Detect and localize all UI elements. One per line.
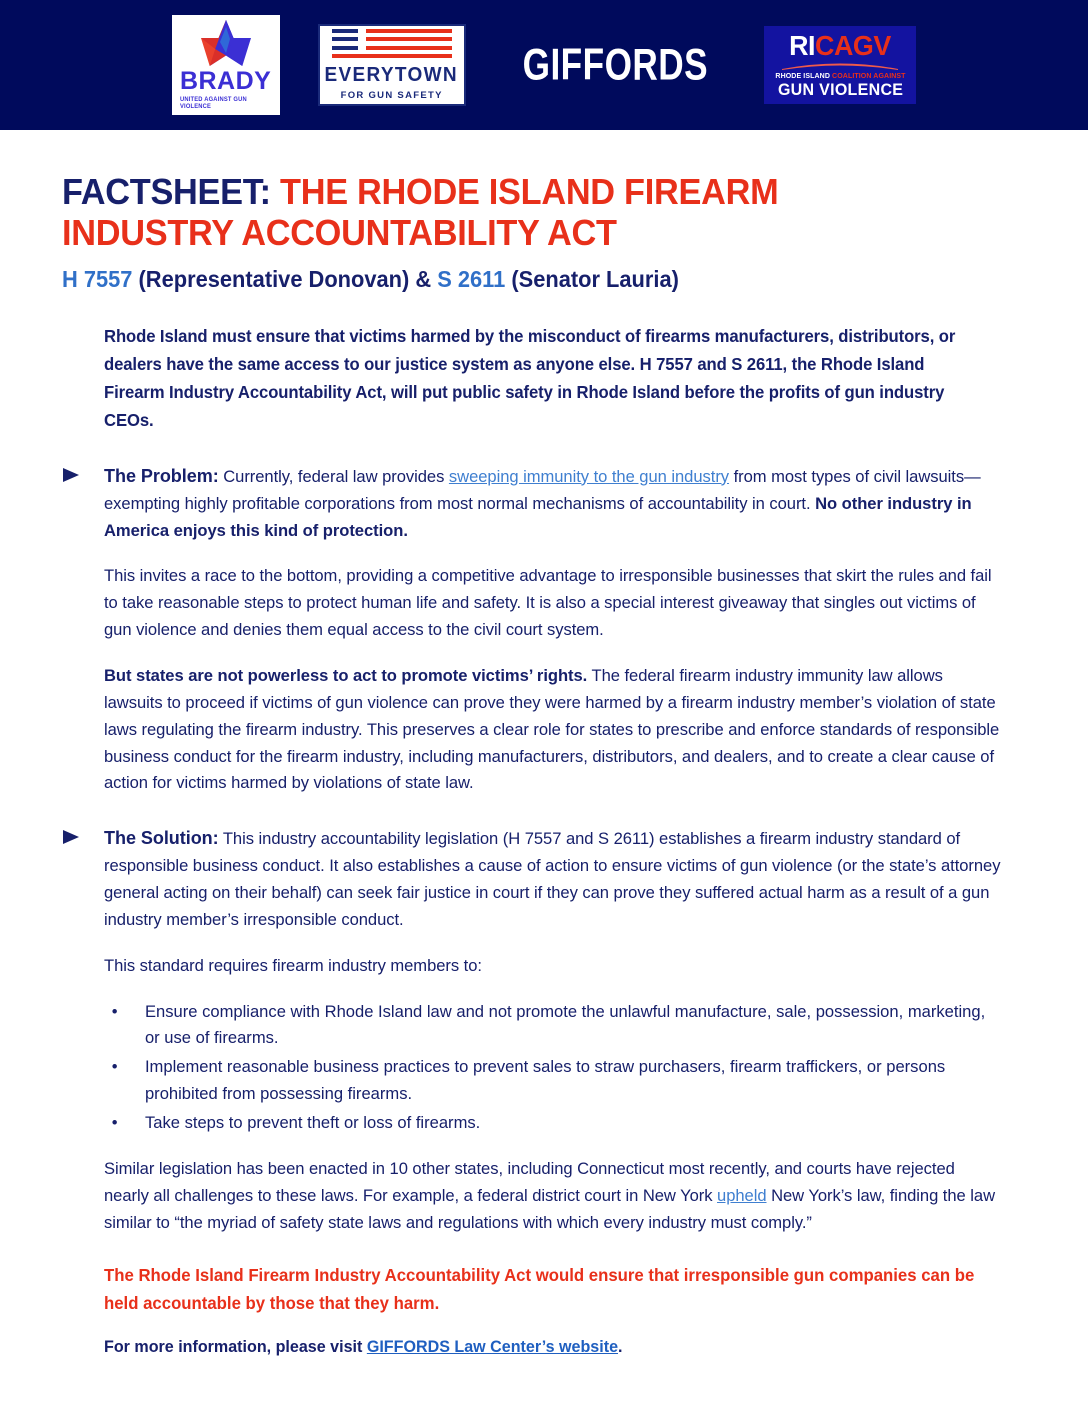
problem-paragraph-2: This invites a race to the bottom, providing a competitive advantage to irresponsible businesses that skirt the rules and fail to take reasonable steps to protect human life and safety. It is also a special interest giveaway that singles out victims of gun violence and denies them equal access to the civil court system. xyxy=(104,566,992,640)
problem-p1-b: from most types of civil lawsuits—exempting highly profitable corporations from most normal mechanisms of accountability in court. xyxy=(104,466,981,513)
logo-header-band xyxy=(0,0,1088,130)
giffords-law-center-link[interactable]: GIFFORDS Law Center’s website xyxy=(366,1338,619,1357)
bullet-icon: • xyxy=(111,1057,118,1077)
requirements-list xyxy=(104,999,1026,1137)
list-item-text: Implement reasonable business practices to prevent sales to straw purchasers, firearm traffickers, or persons prohibited from possessing firearms. xyxy=(144,1057,946,1104)
similar-legislation-paragraph xyxy=(104,1156,1003,1237)
triangle-right-icon xyxy=(62,461,104,797)
list-item xyxy=(104,999,1003,1053)
ricagv-arc-icon xyxy=(782,61,898,70)
everytown-logo xyxy=(318,24,466,106)
upheld-link[interactable]: upheld xyxy=(717,1185,767,1205)
bullet-icon: • xyxy=(111,1001,118,1021)
list-item-text: Ensure compliance with Rhode Island law and not promote the unlawful manufacture, sale, possession, marketing, or use of firearms. xyxy=(144,1001,986,1048)
giffords-logo: GIFFORDS xyxy=(522,40,708,90)
problem-paragraph-1 xyxy=(104,461,1003,545)
solution-paragraph-1 xyxy=(104,823,1003,933)
everytown-tagline: FOR GUN SAFETY xyxy=(340,90,443,101)
problem-p3-bold: But states are not powerless to act to promote victims’ rights. xyxy=(104,665,588,685)
ricagv-ri-text: RI xyxy=(789,29,816,61)
title-factsheet-label: FACTSHEET: xyxy=(62,171,281,212)
ricagv-bottom-text: GUN VIOLENCE xyxy=(777,80,903,99)
list-item-text: Take steps to prevent theft or loss of firearms. xyxy=(144,1112,481,1132)
subtitle-end-text: (Senator Lauria) xyxy=(505,265,679,292)
brady-tagline: UNITED AGAINST GUN VIOLENCE xyxy=(179,96,247,110)
bullet-icon: • xyxy=(111,1112,118,1132)
moreinfo-prefix: For more information, please visit xyxy=(104,1338,367,1357)
subtitle-mid-text: (Representative Donovan) & xyxy=(132,265,438,292)
list-item xyxy=(104,1054,1003,1108)
lede-paragraph: Rhode Island must ensure that victims harmed by the misconduct of firearms manufacturers, distributors, or dealers have the same access to our justice system as anyone else. H 7557 and S 2611, the Rhode Island Firearm Industry Accountability Act, will put public safety in Rhode Island before the profits of gun industry CEOs. xyxy=(104,326,956,430)
ricagv-wordmark xyxy=(789,29,892,61)
document-body xyxy=(0,130,1088,1360)
list-item xyxy=(104,1110,1003,1137)
bill-subtitle xyxy=(62,266,978,294)
brady-logo xyxy=(172,15,280,115)
title-main-line2: INDUSTRY ACCOUNTABILITY ACT xyxy=(62,211,617,253)
ricagv-logo xyxy=(764,26,916,104)
bill-number-house[interactable]: H 7557 xyxy=(62,265,133,292)
solution-label: The Solution: xyxy=(104,827,219,849)
similar-text-b: New York’s law, finding the law similar to “the myriad of safety state laws and regulations with which every industry must comply.” xyxy=(104,1185,995,1232)
everytown-flag-icon xyxy=(332,29,452,59)
section-the-problem xyxy=(62,461,1026,797)
more-information-line xyxy=(104,1335,1003,1360)
brady-wordmark: BRADY xyxy=(179,67,272,96)
similar-text-a: Similar legislation has been enacted in 10 other states, including Connecticut most recently, and courts have rejected nearly all challenges to these laws. For example, a federal district court in New York xyxy=(104,1158,955,1205)
solution-p1-text: This industry accountability legislation (H 7557 and S 2611) establishes a firearm industry standard of responsible business conduct. It also establishes a cause of action to ensure victims of gun violence (or the state’s attorney general acting on their behalf) can seek fair justice in court if they can prove they suffered actual harm as a result of a gun industry member’s irresponsible conduct. xyxy=(104,829,1001,929)
moreinfo-suffix: . xyxy=(618,1338,623,1357)
ricagv-tagline xyxy=(775,72,905,79)
problem-p1-bold: No other industry in America enjoys this kind of protection. xyxy=(104,493,972,540)
closing-callout: The Rhode Island Firearm Industry Accountability Act would ensure that irresponsible gun companies can be held accountable by those that they harm. xyxy=(104,1265,975,1313)
title-main-line1: THE RHODE ISLAND FIREARM xyxy=(280,171,779,212)
solution-list-intro: This standard requires firearm industry members to: xyxy=(104,955,482,975)
problem-p3-rest: The federal firearm industry immunity law allows lawsuits to proceed if victims of gun violence can prove they were harmed by a firearm industry member’s violation of state laws regulating the firearm industry. This preserves a clear role for states to prescribe and enforce standards of responsible business conduct for the firearm industry, including manufacturers, distributors, and dealers, and to create a clear cause of action for victims harmed by violations of state law. xyxy=(104,665,1000,793)
problem-label: The Problem: xyxy=(104,464,219,486)
ricagv-tagline-red: COALITION AGAINST xyxy=(831,70,906,80)
title-block xyxy=(62,172,1026,293)
ricagv-tagline-white: RHODE ISLAND xyxy=(775,70,832,80)
brady-star-icon xyxy=(200,19,252,67)
bill-number-senate[interactable]: S 2611 xyxy=(437,265,506,292)
solution-body xyxy=(104,823,1026,1360)
problem-p1-a: Currently, federal law provides xyxy=(218,466,449,486)
section-the-solution xyxy=(62,823,1026,1360)
sweeping-immunity-link[interactable]: sweeping immunity to the gun industry xyxy=(448,466,730,486)
page-title xyxy=(62,172,968,254)
triangle-right-icon xyxy=(62,823,104,1360)
problem-paragraph-3 xyxy=(104,663,1003,797)
problem-body xyxy=(104,461,1026,797)
content-area xyxy=(62,323,1026,1360)
ricagv-cagv-text: CAGV xyxy=(815,29,892,61)
everytown-wordmark: EVERYTOWN xyxy=(324,64,459,86)
